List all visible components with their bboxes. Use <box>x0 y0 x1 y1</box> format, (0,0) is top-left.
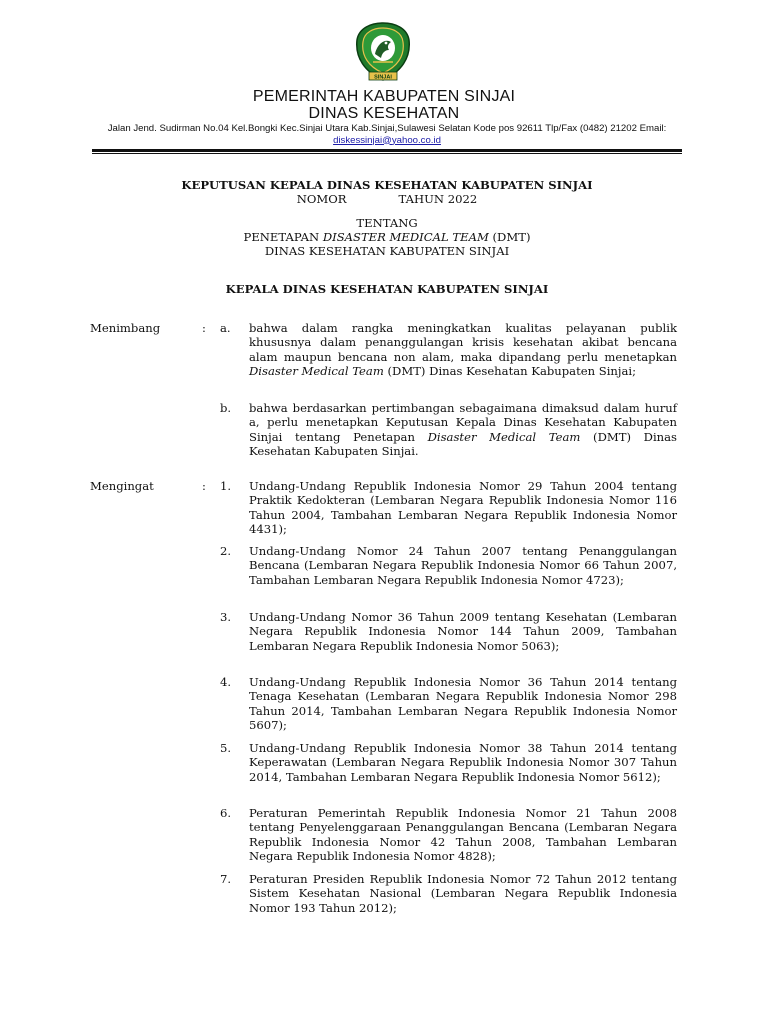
subject-prefix: PENETAPAN <box>243 230 323 244</box>
mengingat-item: Undang-Undang Nomor 24 Tahun 2007 tentang Penanggulangan Bencana (Lembaran Negara Republik Indonesia Nomor 66 Tahun 2007, Tambahan Lembaran Negara Republik Indonesia Nomor 4723); <box>249 544 677 587</box>
menimbang-item-a: bahwa dalam rangka meningkatkan kualitas pelayanan publik khususnya dalam penanggulangan krisis kesehatan akibat bencana alam maupun bencana non alam, maka dipandang perlu menetapkan Disaster Medical Team (DMT) Dinas Kesehatan Kabupaten Sinjai; <box>249 321 677 378</box>
email-link[interactable]: diskessinjai@yahoo.co.id <box>333 134 441 146</box>
decree-number <box>90 192 684 206</box>
department-name: DINAS KESEHATAN <box>308 105 460 122</box>
mengingat-item: Peraturan Pemerintah Republik Indonesia Nomor 21 Tahun 2008 tentang Penyelenggaraan Penanggulangan Bencana (Lembaran Negara Republik Indonesia Nomor 42 Tahun 2008, Tambahan Lembaran Negara Republik Indonesia Nomor 4828); <box>249 806 677 863</box>
address-block <box>92 123 682 146</box>
list-marker: 7. <box>220 872 232 886</box>
address-text: Jalan Jend. Sudirman No.04 Kel.Bongki Kec.Sinjai Utara Kab.Sinjai,Sulawesi Selatan Kode pos 92611 Tlp/Fax (0482) 21202 Email: <box>107 123 667 134</box>
government-name: PEMERINTAH KABUPATEN SINJAI <box>252 88 516 105</box>
menimbang-item-b: bahwa berdasarkan pertimbangan sebagaimana dimaksud dalam huruf a, perlu menetapkan Keputusan Kepala Dinas Kesehatan Kabupaten Sinjai tentang Penetapan Disaster Medical Team (DMT) Dinas Kesehatan Kabupaten Sinjai. <box>249 401 677 458</box>
issuer-heading: KEPALA DINAS KESEHATAN KABUPATEN SINJAI <box>225 282 549 296</box>
menimbang-label: Menimbang <box>90 321 161 335</box>
list-marker: 4. <box>220 675 232 689</box>
decree-year: TAHUN 2022 <box>398 192 478 206</box>
decree-title: KEPUTUSAN KEPALA DINAS KESEHATAN KABUPATEN SINJAI <box>181 178 593 192</box>
logo-caption: SINJAI <box>374 74 392 81</box>
mengingat-item: Peraturan Presiden Republik Indonesia Nomor 72 Tahun 2012 tentang Sistem Kesehatan Nasional (Lembaran Negara Republik Indonesia Nomor 193 Tahun 2012); <box>249 872 677 915</box>
mengingat-item: Undang-Undang Nomor 36 Tahun 2009 tentang Kesehatan (Lembaran Negara Republik Indonesia Nomor 144 Tahun 2009, Tambahan Lembaran Negara Republik Indonesia Nomor 5063); <box>249 610 677 653</box>
menimbang-colon: : <box>202 321 206 335</box>
sinjai-regency-logo <box>355 22 411 84</box>
header-divider-thin <box>92 153 682 154</box>
mengingat-colon: : <box>202 479 206 493</box>
list-marker: 6. <box>220 806 232 820</box>
subject-suffix: (DMT) <box>488 230 531 244</box>
list-marker: 3. <box>220 610 232 624</box>
decree-subject-line2: DINAS KESEHATAN KABUPATEN SINJAI <box>264 244 510 258</box>
mengingat-item: Undang-Undang Republik Indonesia Nomor 38 Tahun 2014 tentang Keperawatan (Lembaran Negara Republik Indonesia Nomor 307 Tahun 2014, Tambahan Lembaran Negara Republik Indonesia Nomor 5612); <box>249 741 677 784</box>
list-marker: a. <box>220 321 231 335</box>
list-marker: 5. <box>220 741 232 755</box>
mengingat-item: Undang-Undang Republik Indonesia Nomor 36 Tahun 2014 tentang Tenaga Kesehatan (Lembaran Negara Republik Indonesia Nomor 298 Tahun 2014, Tambahan Lembaran Negara Republik Indonesia Nomor 5607); <box>249 675 677 732</box>
mengingat-label: Mengingat <box>90 479 154 493</box>
subject-italic: DISASTER MEDICAL TEAM <box>322 230 489 244</box>
list-marker: 1. <box>220 479 232 493</box>
nomor-label: NOMOR <box>296 192 347 206</box>
list-marker: 2. <box>220 544 232 558</box>
list-marker: b. <box>220 401 232 415</box>
header-divider <box>92 149 682 152</box>
tentang-label: TENTANG <box>356 216 418 230</box>
decree-subject <box>90 230 684 244</box>
mengingat-item: Undang-Undang Republik Indonesia Nomor 29 Tahun 2004 tentang Praktik Kedokteran (Lembaran Negara Republik Indonesia Nomor 116 Tahun 2004, Tambahan Lembaran Negara Republik Indonesia Nomor 4431); <box>249 479 677 536</box>
